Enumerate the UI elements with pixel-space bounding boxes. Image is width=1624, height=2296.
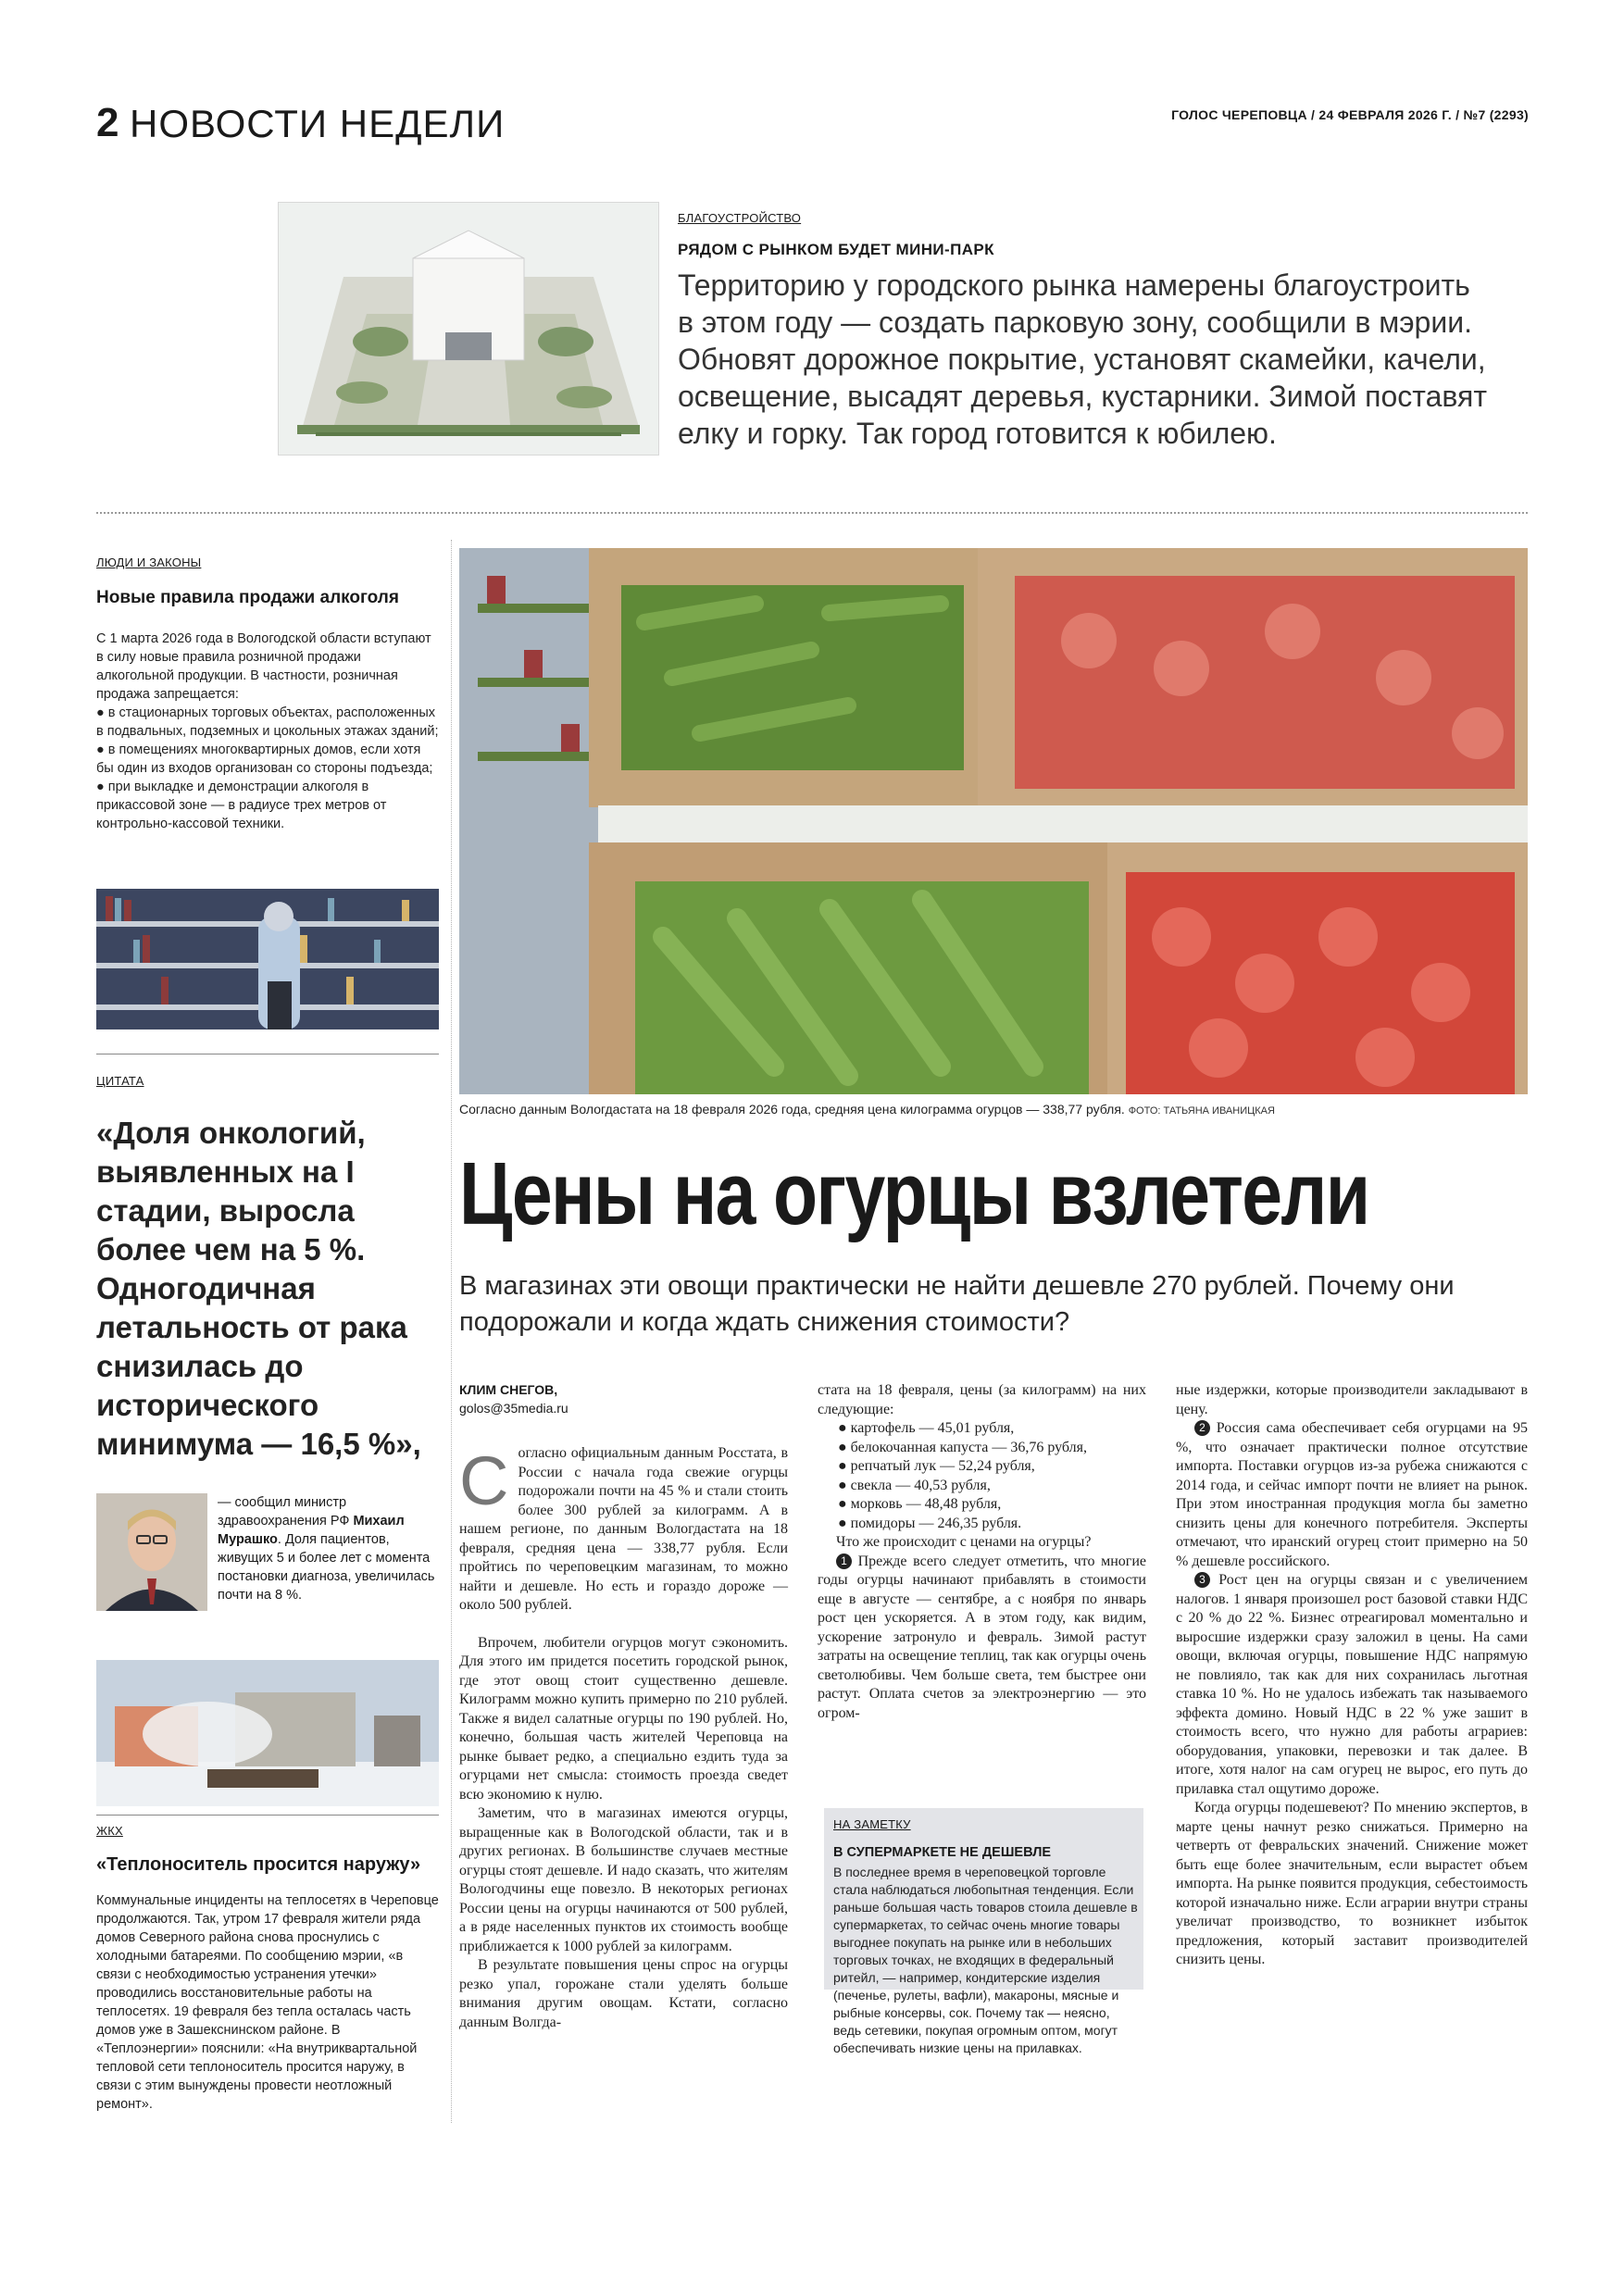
photo-caption [459, 1102, 1275, 1117]
top-news-text: Территорию у городского рынка намерены благоустроить в этом году — создать парковую зону, сообщили в мэрии. Обновят дорожное покрытие, установят скамейки, качели, освещение, высадят деревья, кустарники. Зимой поставят елку и горку. Так город готовится к юбилею. [678, 268, 1488, 450]
vegetable-counter-photo [459, 548, 1528, 1094]
note-title: В СУПЕРМАРКЕТЕ НЕ ДЕШЕВЛЕ [833, 1845, 1052, 1860]
price-item: ● морковь — 48,48 рубля, [838, 1496, 1002, 1512]
article-paragraph [818, 1553, 1146, 1724]
price-item: ● помидоры — 246,35 рубля. [838, 1515, 1022, 1531]
quote-attr-pre: — сообщил министр здравоохранения РФ [218, 1495, 354, 1529]
section-divider [96, 512, 1528, 514]
quote-attribution [218, 1493, 440, 1604]
price-item: ● свекла — 40,53 рубля, [838, 1477, 991, 1493]
article-paragraph [1176, 1571, 1528, 1799]
note-rubric: НА ЗАМЕТКУ [833, 1817, 911, 1831]
masthead: ГОЛОС ЧЕРЕПОВЦА / 24 ФЕВРАЛЯ 2026 Г. / №7 (2293) [1171, 107, 1529, 122]
article-lead: В магазинах эти овощи практически не найти дешевле 270 рублей. Почему они подорожали и когда ждать снижения стоимости? [459, 1271, 1455, 1337]
quote-rubric: ЦИТАТА [96, 1074, 144, 1088]
column-separator [96, 1815, 439, 1816]
quote-text: «Доля онкологий, выявленных на I стадии, выросла более чем на 5 %. Одногодичная летальность от рака снизилась до исторического минимума — 16,5 %», [96, 1116, 421, 1461]
article-paragraph: Что же происходит с ценами на огурцы? [836, 1534, 1092, 1550]
note-text: В последнее время в череповецкой торговле стала наблюдаться любопытная тенденция. Если раньше большая часть товаров стоила дешевле в супермаркетах, то сейчас очень многие товары выгоднее покупать на рынке или в небольших торговых точках, не входящих в федеральный ритейл, — например, кондитерские изделия (печенье, рулеты, вафли), макароны, мясные и рыбные консервы, сок. Почему так — неясно, ведь сетевики, покупая огромным оптом, могут обеспечивать низкие цены на прилавках. [833, 1865, 1138, 2055]
article-paragraph [459, 1444, 788, 1616]
liquor-shelf-illustration [96, 889, 439, 1029]
paragraph-text: Россия сама обеспечивает себя огурцами на 95 %, что означает практически полное отсутствие импорта. Поставки огурцов из-за рубежа снижаются с 2014 года, и сейчас импорт почти не влияет на рынок. При этом иностранная продукция могла бы заметно снизить цены для конечного потребителя. Эксперты отмечают, что иранский огурец стоит примерно на 50 % дешевле российского. [1176, 1420, 1529, 1569]
heat-title: «Теплоноситель просится наружу» [96, 1854, 421, 1875]
paragraph-text: Прежде всего следует отметить, что многие годы огурцы начинают прибавлять в стоимости еще в августе — сентябре, а с ноября по январь рост цен ускоряется. А в этом году, как видим, ускорение затронуло и февраль. Зимой растут затраты на освещение теплиц, так как огурцы очень светолюбивы. Чем больше света, тем быстрее они растут. Оплата счетов за электроэнергию — это огром- [818, 1553, 1146, 1721]
park-rendering-image [278, 202, 659, 455]
minister-portrait-illustration [96, 1493, 207, 1611]
article-paragraph: Впрочем, любители огурцов могут сэкономить. Для этого им придется посетить городской рынок, где этот овощ стоит существенно дешевле. Килограмм можно купить примерно по 210 рублей. Также я видел салатные огурцы по 190 рублей. Но, конечно, большая часть жителей Череповца на рынке бывает редко, а специально ездить туда за огурцами нет смысла: стоимость проезда сведет всю экономию к нулю. [459, 1634, 788, 1803]
law-paragraph: ● в помещениях многоквартирных домов, если хотя бы один из входов организован со стороны подъезда; [96, 742, 433, 776]
column-rule [451, 540, 452, 2123]
article-paragraph [1176, 1419, 1528, 1571]
park-rendering-illustration [279, 203, 658, 455]
price-item: ● белокочанная капуста — 36,76 рубля, [838, 1439, 1087, 1455]
law-paragraph: ● при выкладке и демонстрации алкоголя в прикассовой зоне — в радиусе трех метров от контрольно-кассовой техники. [96, 780, 387, 831]
page-number: 2 [96, 100, 119, 145]
number-marker: 2 [1194, 1420, 1210, 1436]
article-column-1 [459, 1444, 788, 2032]
vegetable-counter-illustration [459, 548, 1528, 1094]
article-column-2 [818, 1381, 1146, 1723]
author-email: golos@35media.ru [459, 1401, 568, 1416]
top-news-rubric: БЛАГОУСТРОЙСТВО [678, 211, 802, 225]
price-item: ● картофель — 45,01 рубля, [838, 1420, 1015, 1436]
article-paragraph: Когда огурцы подешевеют? По мнению экспертов, в марте цены начнут резко снижаться. Примерно на четверть от февральских значений. Снижение может быть еще более значительным, если вырастет объем импорта. На рынке появится продукция, себестоимость которой изначально ниже. Если аграрии внутри страны увеличат производство, то возникнет избыток предложения, который заставит производителей снизить цены. [1176, 1800, 1528, 1967]
heating-pipe-illustration [96, 1660, 439, 1806]
heat-rubric: ЖКХ [96, 1824, 123, 1838]
paragraph-text: Рост цен на огурцы связан и с увеличением налогов. 1 января произошел рост базовой ставки НДС с 20 % до 22 %. Бизнес отреагировал моментально и выросшие издержки сразу заложил в цены. На сами овощи, включая огурцы, повышение НДС напрямую не повлияло, так как для них сохранилась льготная ставка 10 %. Но не удалось избежать так называемого эффекта домино. Новый НДС в 22 % уже зашит в стоимость всего, что нужно для работы аграриев: оборудования, упаковки, перевозки и так далее. В итоге, хотя налог на сам огурец не вырос, его путь до прилавка стал ощутимо дороже. [1176, 1572, 1529, 1797]
law-paragraph: ● в стационарных торговых объектах, расположенных в подвальных, подземных и цокольных этажах зданий; [96, 705, 439, 739]
article-column-3 [1176, 1381, 1528, 1970]
article-paragraph: В результате повышения цены спрос на огурцы резко упал, горожане стали уделять больше внимания другим овощам. Кстати, согласно данным Волгда- [459, 1957, 788, 2030]
author-name: КЛИМ СНЕГОВ, [459, 1382, 558, 1397]
price-item: ● репчатый лук — 52,24 рубля, [838, 1458, 1035, 1474]
section-title: НОВОСТИ НЕДЕЛИ [130, 102, 506, 145]
caption-text: Согласно данным Вологдастата на 18 февраля 2026 года, средняя цена килограмма огурцов — 338,77 рубля. [459, 1102, 1125, 1117]
photo-credit: ФОТО: ТАТЬЯНА ИВАНИЦКАЯ [1128, 1105, 1275, 1117]
law-paragraph: С 1 марта 2026 года в Вологодской области вступают в силу новые правила розничной продажи алкогольной продукции. В частности, розничная продажа запрещается: [96, 631, 431, 702]
heat-text: Коммунальные инциденты на теплосетях в Череповце продолжаются. Так, утром 17 февраля жители ряда домов Северного района снова проснулись с холодными батареями. По сообщению мэрии, «в связи с необходимостью устранения утечки» проводились восстановительные работы на теплосетях. 19 февраля без тепла осталась часть домов уже в Зашекснинском районе. В «Теплоэнергии» пояснили: «На внутриквартальной тепловой сети теплоноситель просится наружу, в связи с этим вынуждены провести неотложный ремонт». [96, 1893, 439, 2112]
article-paragraph: стата на 18 февраля, цены (за килограмм) на них следующие: [818, 1382, 1146, 1417]
number-marker: 1 [836, 1554, 852, 1569]
liquor-shelf-photo [96, 889, 439, 1029]
article-paragraph: Заметим, что в магазинах имеются огурцы, выращенные как в Вологодской области, так и в других регионах. В большинстве случаев местные огурцы стоят дешевле. И надо сказать, что жителям Вологодчины еще повезло. В некоторых регионах России цены на огурцы начинаются от 500 рублей, а в ряде населенных пунктов их стоимость вообще приближается к 1000 рублей за килограмм. [459, 1805, 788, 1954]
number-marker: 3 [1194, 1572, 1210, 1588]
law-title: Новые правила продажи алкоголя [96, 588, 399, 607]
main-headline: Цены на огурцы взлетели [459, 1144, 1369, 1243]
note-sidebar [824, 1808, 1143, 2055]
law-text [96, 630, 439, 833]
article-paragraph: ные издержки, которые производители закладывают в цену. [1176, 1382, 1528, 1417]
drop-cap: С [459, 1442, 509, 1519]
top-news-title: РЯДОМ С РЫНКОМ БУДЕТ МИНИ-ПАРК [678, 241, 994, 258]
paragraph-text: огласно официальным данным Росстата, в России с начала года свежие огурцы подорожали почти на 45 % и стали стоить более 300 рублей за килограмм. А в нашем регионе, по данным Вологдастата на 18 февраля, средняя цена — 338,77 рубля. Если пройтись по череповецким магазинам, то можно найти и дешевле. Но есть и гораздо дороже — около 500 рублей. [459, 1445, 788, 1613]
minister-portrait [96, 1493, 207, 1611]
minister-name: Михаил Мурашко [218, 1514, 405, 1547]
law-rubric: ЛЮДИ И ЗАКОНЫ [96, 555, 202, 569]
heating-pipe-photo [96, 1660, 439, 1806]
quote-attr-post: . Доля пациентов, живущих 5 и более лет с момента постановки диагноза, увеличилась почти на 8 %. [218, 1532, 435, 1603]
